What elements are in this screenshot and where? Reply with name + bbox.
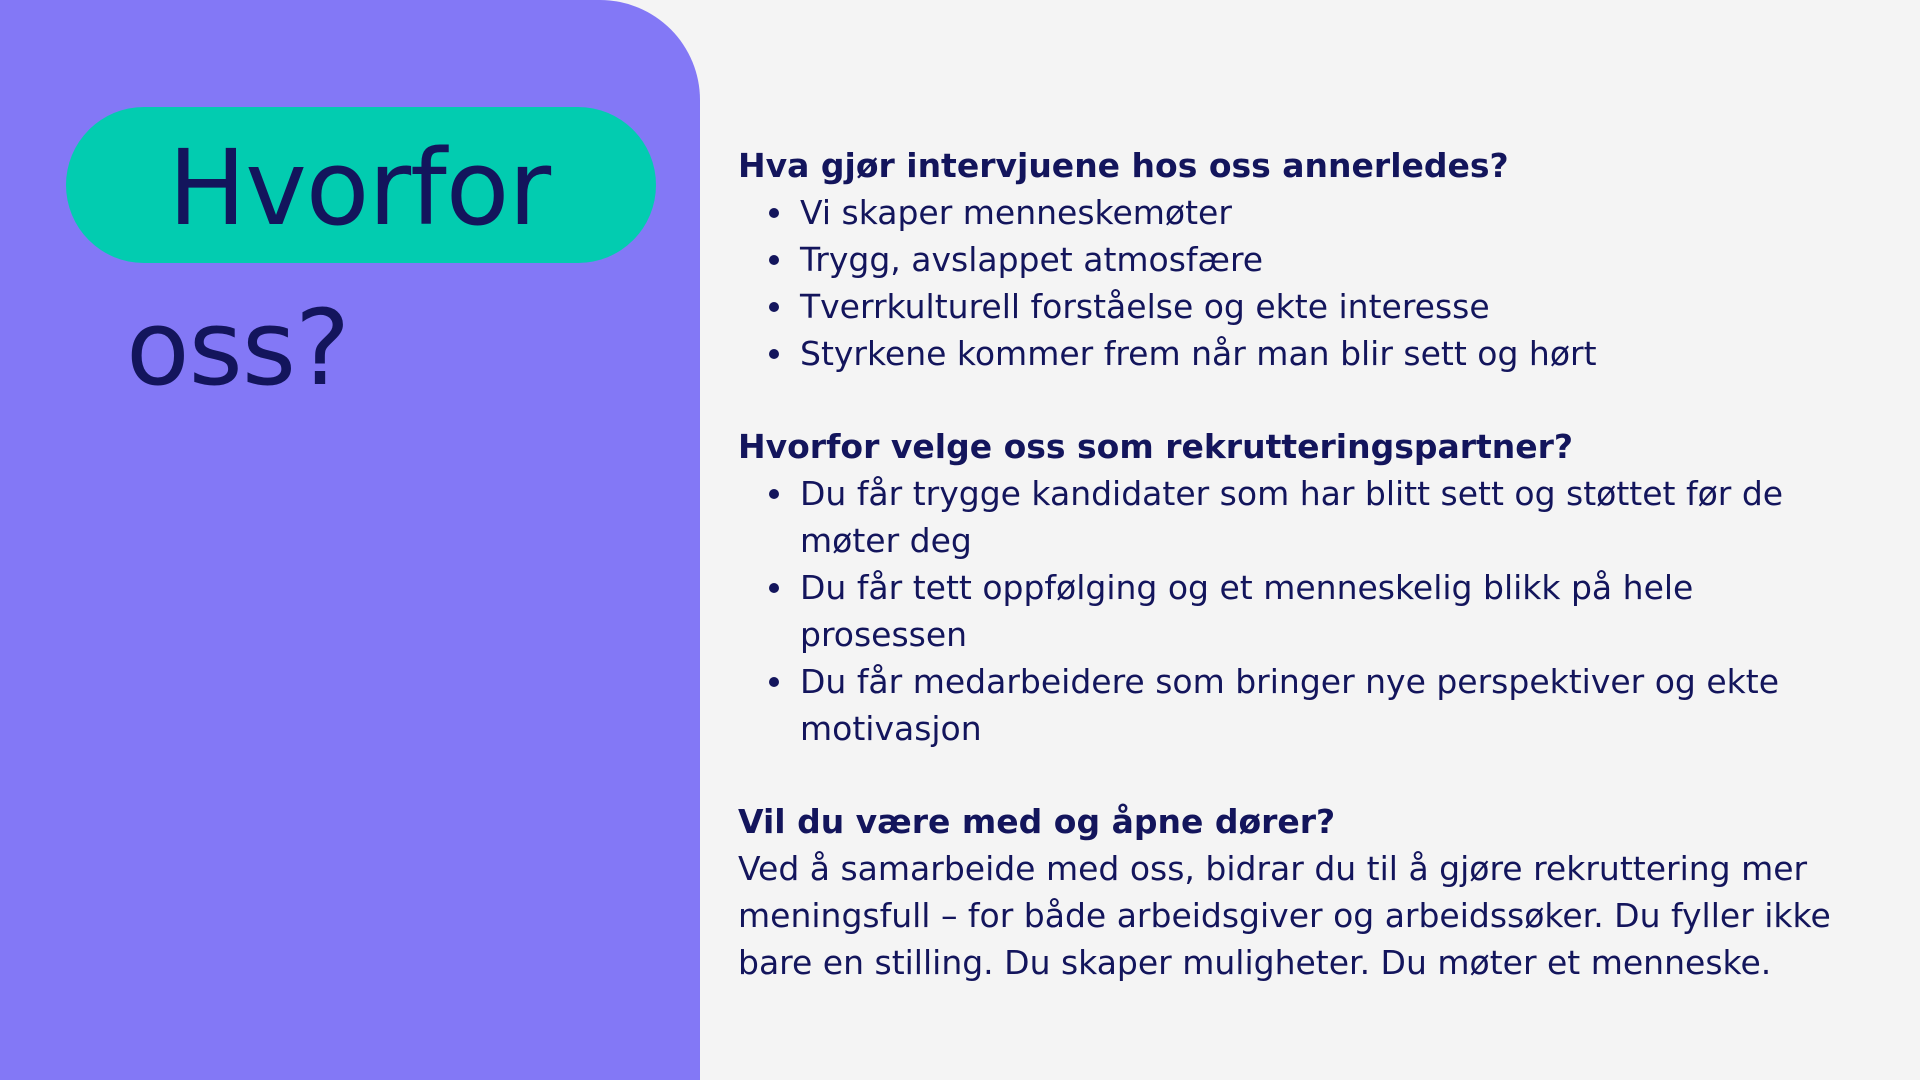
page-title-line-2: oss? <box>126 287 350 409</box>
closing-paragraph: Ved å samarbeide med oss, bidrar du til å gjøre rekruttering mer meningsfull – for både arbeidsgiver og arbeidssøker. Du fyller ikke bare en stilling. Du skaper muligheter. Du møter et menneske. <box>738 849 1831 982</box>
section-heading: Vil du være med og åpne dører? <box>738 802 1336 841</box>
list-item: Styrkene kommer frem når man blir sett og hørt <box>800 330 1868 377</box>
list-item: Du får trygge kandidater som har blitt sett og støttet før de møter deg <box>800 470 1868 564</box>
section-join <box>738 798 1868 986</box>
bullet-list <box>738 470 1868 752</box>
page-title-line-1: Hvorfor <box>168 127 551 249</box>
list-item: Trygg, avslappet atmosfære <box>800 236 1868 283</box>
section-heading: Hva gjør intervjuene hos oss annerledes? <box>738 146 1509 185</box>
left-panel <box>0 0 700 1080</box>
list-item: Du får medarbeidere som bringer nye perspektiver og ekte motivasjon <box>800 658 1868 752</box>
section-partner <box>738 423 1868 752</box>
list-item: Du får tett oppfølging og et menneskelig blikk på hele prosessen <box>800 564 1868 658</box>
content-area <box>738 142 1868 986</box>
bullet-list <box>738 189 1868 377</box>
section-interviews <box>738 142 1868 377</box>
list-item: Tverrkulturell forståelse og ekte interesse <box>800 283 1868 330</box>
section-heading: Hvorfor velge oss som rekrutteringspartner? <box>738 427 1574 466</box>
list-item: Vi skaper menneskemøter <box>800 189 1868 236</box>
